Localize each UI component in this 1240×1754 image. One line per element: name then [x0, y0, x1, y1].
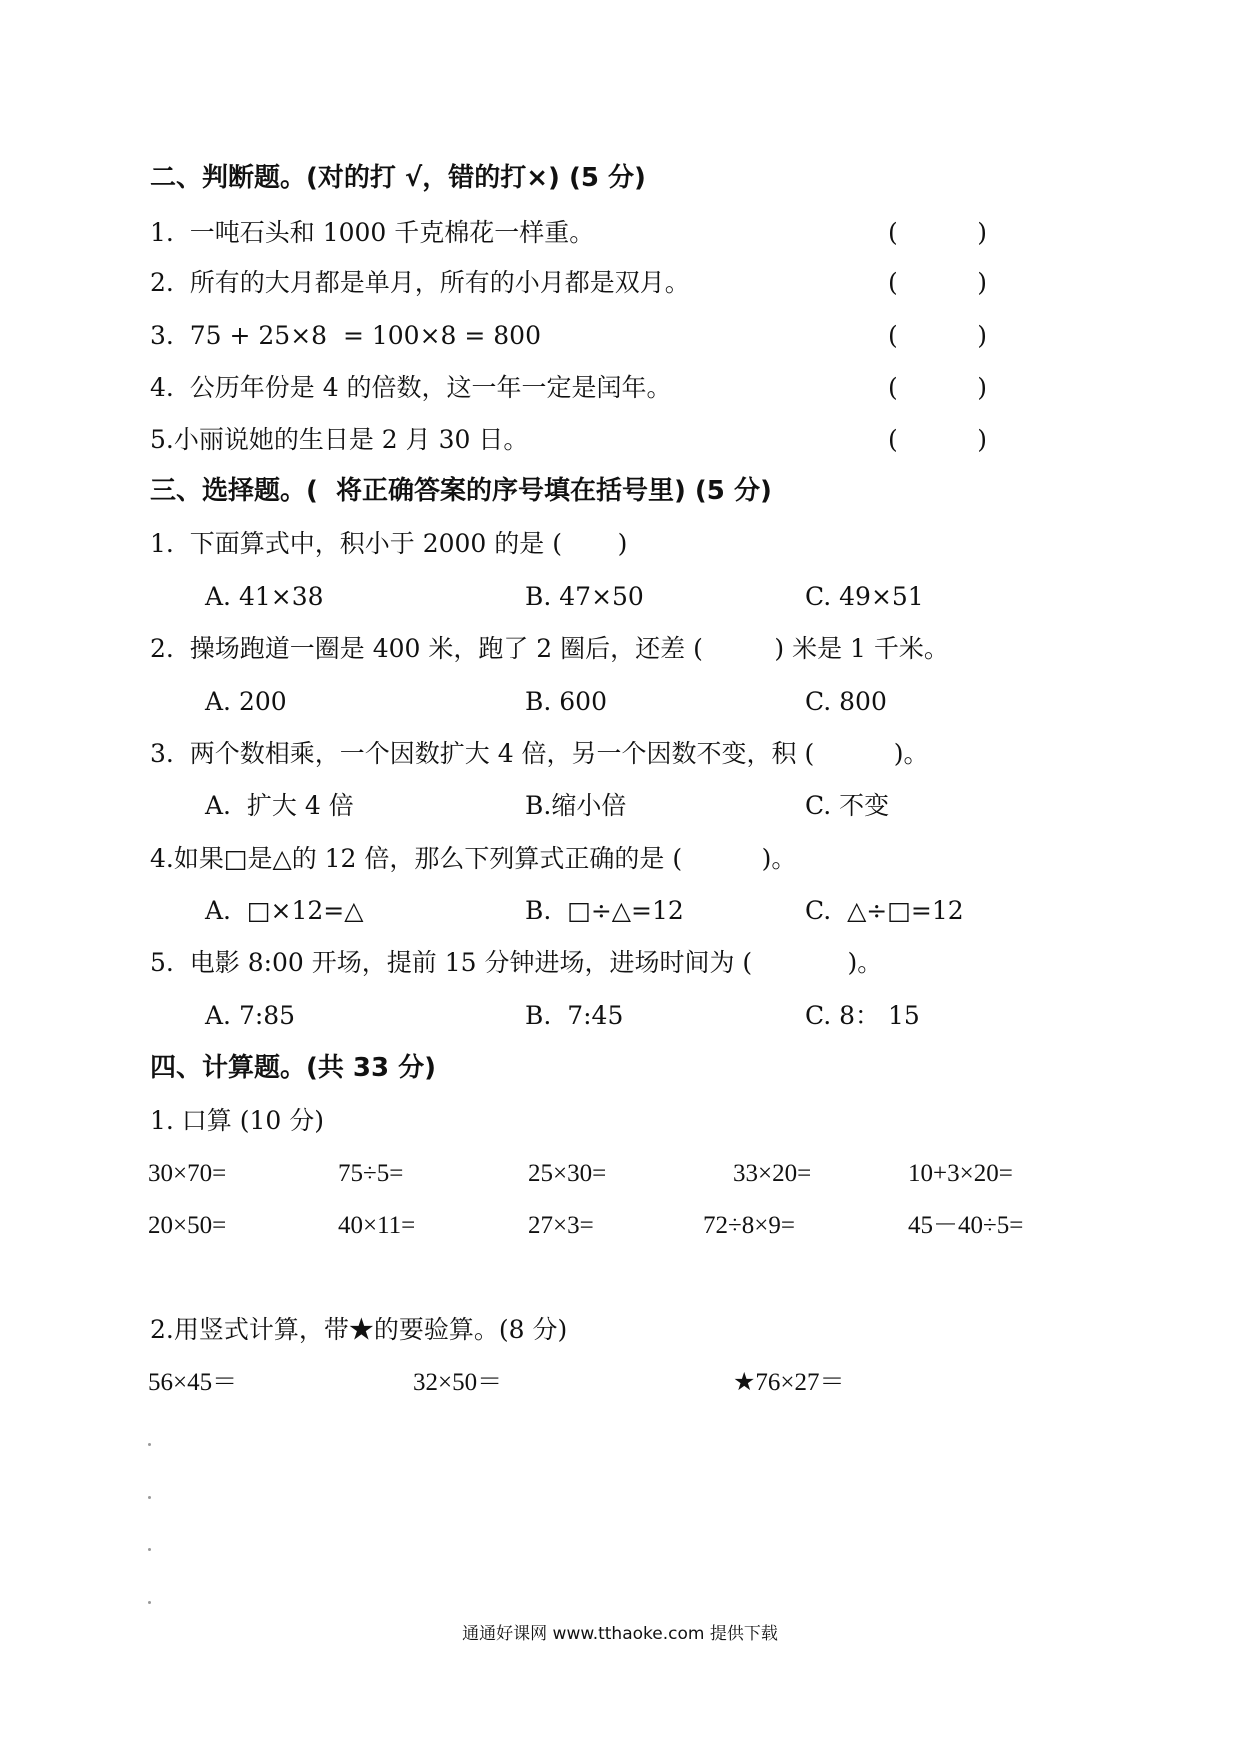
oral-calc-item: 33×20= [733, 1160, 812, 1187]
choice-2-option-a: A. 200 [205, 687, 287, 716]
choice-question-2: 2. 操场跑道一圈是 400 米，跑了 2 圈后，还差 ( ) 米是 1 千米。 [150, 634, 949, 663]
oral-calc-item: 72÷8×9= [703, 1212, 795, 1239]
choice-1-option-a: A. 41×38 [205, 582, 324, 611]
answer-paren-4: ( ) [888, 373, 987, 402]
oral-calc-item: 10+3×20= [908, 1160, 1013, 1187]
footer-source: 通通好课网 www.tthaoke.com 提供下载 [462, 1624, 778, 1644]
choice-2-option-c: C. 800 [805, 687, 887, 716]
choice-2-option-b: B. 600 [525, 687, 607, 716]
choice-question-4: 4.如果□是△的 12 倍，那么下列算式正确的是 ( )。 [150, 844, 797, 873]
choice-1-option-b: B. 47×50 [525, 582, 644, 611]
choice-question-1: 1. 下面算式中，积小于 2000 的是 ( ) [150, 529, 628, 558]
choice-5-option-c: C. 8： 15 [805, 1001, 920, 1030]
scan-speck [148, 1443, 151, 1446]
judge-item-1: 1. 一吨石头和 1000 千克棉花一样重。 [150, 218, 595, 247]
choice-5-option-a: A. 7:85 [205, 1001, 296, 1030]
choice-question-3: 3. 两个数相乘，一个因数扩大 4 倍，另一个因数不变，积 ( )。 [150, 739, 929, 768]
vertical-calc-problem: ★76×27＝ [733, 1369, 845, 1396]
choice-question-5: 5. 电影 8:00 开场，提前 15 分钟进场，进场时间为 ( )。 [150, 948, 883, 977]
oral-calc-item: 20×50= [148, 1212, 227, 1239]
vertical-calc-problem: 32×50＝ [413, 1369, 503, 1396]
choice-4-option-c: C. △÷□=12 [805, 896, 964, 925]
choice-4-option-b: B. □÷△=12 [525, 896, 684, 925]
choice-5-option-b: B. 7:45 [525, 1001, 624, 1030]
answer-paren-2: ( ) [888, 268, 987, 297]
section2-heading: 二、判断题。(对的打 √，错的打×) (5 分) [150, 163, 646, 193]
judge-item-3: 3. 75 + 25×8 = 100×8 = 800 [150, 321, 541, 350]
section4-heading: 四、计算题。(共 33 分) [150, 1053, 437, 1083]
vertical-calc-title: 2.用竖式计算，带★的要验算。(8 分) [150, 1315, 568, 1344]
section3-heading: 三、选择题。( 将正确答案的序号填在括号里) (5 分) [150, 476, 772, 506]
answer-paren-5: ( ) [888, 425, 987, 454]
answer-paren-3: ( ) [888, 321, 987, 350]
oral-calc-item: 30×70= [148, 1160, 227, 1187]
judge-item-4: 4. 公历年份是 4 的倍数，这一年一定是闰年。 [150, 373, 672, 402]
oral-calc-item: 75÷5= [338, 1160, 404, 1187]
oral-calc-title: 1. 口算 (10 分) [150, 1106, 325, 1135]
oral-calc-item: 45－40÷5= [908, 1212, 1024, 1239]
judge-item-5: 5.小丽说她的生日是 2 月 30 日。 [150, 425, 529, 454]
choice-3-option-c: C. 不变 [805, 791, 890, 820]
oral-calc-item: 27×3= [528, 1212, 594, 1239]
oral-calc-item: 40×11= [338, 1212, 416, 1239]
choice-3-option-a: A. 扩大 4 倍 [205, 791, 354, 820]
answer-paren-1: ( ) [888, 218, 987, 247]
scan-speck [148, 1496, 151, 1499]
choice-3-option-b: B.缩小倍 [525, 791, 627, 820]
oral-calc-item: 25×30= [528, 1160, 607, 1187]
vertical-calc-problem: 56×45＝ [148, 1369, 238, 1396]
choice-1-option-c: C. 49×51 [805, 582, 924, 611]
scan-speck [148, 1548, 151, 1551]
judge-item-2: 2. 所有的大月都是单月，所有的小月都是双月。 [150, 268, 690, 297]
scan-speck [148, 1601, 151, 1604]
choice-4-option-a: A. □×12=△ [205, 896, 364, 925]
